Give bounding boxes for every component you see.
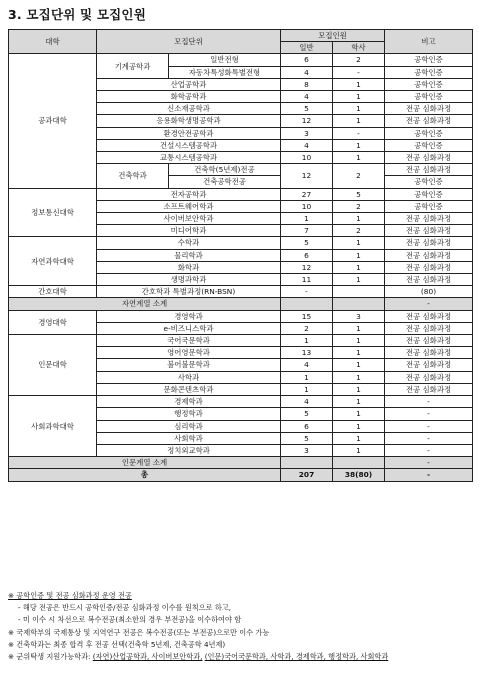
master-count: 1 — [333, 396, 385, 408]
master-count: 1 — [333, 432, 385, 444]
table-header-row — [9, 30, 473, 42]
note-cell: 전공 심화과정 — [385, 152, 473, 164]
track-cell: 건축공학전공 — [169, 176, 281, 188]
master-count — [333, 298, 385, 310]
dept-cell: 간호학과 특별과정(RN-BSN) — [97, 286, 281, 298]
master-count: 2 — [333, 225, 385, 237]
header-note: 비고 — [385, 30, 473, 54]
note-cell: 전공 심화과정 — [385, 383, 473, 395]
header-master: 학사 — [333, 42, 385, 54]
note-military-lead: ※ 군위탁생 지원가능학과: — [8, 652, 91, 662]
master-count: 1 — [333, 213, 385, 225]
master-count — [333, 286, 385, 298]
dept-cell: 물리학과 — [97, 249, 281, 261]
master-count: 1 — [333, 274, 385, 286]
dept-cell: 기계공학과 — [97, 54, 169, 78]
note-cell: 전공 심화과정 — [385, 274, 473, 286]
subtotal-label: 인문계열 소계 — [9, 457, 281, 469]
note-military — [8, 651, 474, 663]
note-certification-detail-2: - 미 이수 시 차선으로 복수전공(최소한의 경우 부전공)을 이수하여야 함 — [18, 615, 242, 625]
master-count: 1 — [333, 115, 385, 127]
bachelor-count: 3 — [281, 127, 333, 139]
bachelor-count: 7 — [281, 225, 333, 237]
track-cell: 건축학(5년제)전공 — [169, 164, 281, 176]
note-cell: 전공 심화과정 — [385, 115, 473, 127]
note-cell: - — [385, 432, 473, 444]
note-cell: - — [385, 457, 473, 469]
master-count: 1 — [333, 383, 385, 395]
header-quota: 모집인원 — [281, 30, 385, 42]
master-count: 1 — [333, 420, 385, 432]
master-count: 1 — [333, 152, 385, 164]
dept-cell: 신소재공학과 — [97, 103, 281, 115]
bachelor-count: 12 — [281, 261, 333, 273]
dept-cell: 건설시스템공학과 — [97, 139, 281, 151]
master-count: 1 — [333, 237, 385, 249]
bachelor-count: 27 — [281, 188, 333, 200]
dept-cell: 문화콘텐츠학과 — [97, 383, 281, 395]
table-row — [9, 396, 473, 408]
subtotal-row — [9, 298, 473, 310]
master-count: 1 — [333, 371, 385, 383]
bachelor-count: - — [281, 286, 333, 298]
total-row — [9, 469, 473, 481]
dept-cell: 사회학과 — [97, 432, 281, 444]
bachelor-count: 5 — [281, 237, 333, 249]
dept-cell: 사학과 — [97, 371, 281, 383]
note-cell: 공학인증 — [385, 139, 473, 151]
track-cell: 일반전형 — [169, 54, 281, 66]
master-count: 1 — [333, 91, 385, 103]
bachelor-count: 8 — [281, 78, 333, 90]
bachelor-count: 4 — [281, 359, 333, 371]
note-cell: - — [385, 298, 473, 310]
college-cell: 간호대학 — [9, 286, 97, 298]
college-cell: 정보통신대학 — [9, 188, 97, 237]
dept-cell: 사이버보안학과 — [97, 213, 281, 225]
bachelor-count: 5 — [281, 103, 333, 115]
bachelor-count: 1 — [281, 213, 333, 225]
master-count: 1 — [333, 103, 385, 115]
note-cell: - — [385, 408, 473, 420]
note-military-science: (자연)산업공학과, 사이버보안학과, — [92, 652, 203, 662]
dept-cell: 환경안전공학과 — [97, 127, 281, 139]
note-cell: 전공 심화과정 — [385, 225, 473, 237]
bachelor-count — [281, 298, 333, 310]
note-cell: 공학인증 — [385, 188, 473, 200]
master-count: 1 — [333, 261, 385, 273]
note-cell: 공학인증 — [385, 54, 473, 66]
bachelor-count: 10 — [281, 152, 333, 164]
dept-cell: 행정학과 — [97, 408, 281, 420]
bachelor-count: 1 — [281, 371, 333, 383]
bachelor-count: 10 — [281, 200, 333, 212]
note-cell: 전공 심화과정 — [385, 310, 473, 322]
dept-cell: 화학과 — [97, 261, 281, 273]
master-count: 1 — [333, 78, 385, 90]
total-label: 총 — [9, 469, 281, 481]
college-cell: 사회과학대학 — [9, 396, 97, 457]
dept-cell: 교통시스템공학과 — [97, 152, 281, 164]
note-certification: ※ 공학인증 및 전공 심화과정 운영 전공 — [8, 591, 132, 600]
master-count: 1 — [333, 139, 385, 151]
master-count: 1 — [333, 359, 385, 371]
dept-cell: 불어불문학과 — [97, 359, 281, 371]
dept-cell: 응용화학생명공학과 — [97, 115, 281, 127]
dept-cell: 미디어학과 — [97, 225, 281, 237]
note-cell: 공학인증 — [385, 91, 473, 103]
bachelor-count: 6 — [281, 249, 333, 261]
note-cell: 전공 심화과정 — [385, 237, 473, 249]
bachelor-count: 1 — [281, 383, 333, 395]
bachelor-count: 3 — [281, 444, 333, 456]
dept-cell: 경영학과 — [97, 310, 281, 322]
note-cell: 전공 심화과정 — [385, 213, 473, 225]
dept-cell: 수학과 — [97, 237, 281, 249]
table-row — [9, 237, 473, 249]
header-college: 대학 — [9, 30, 97, 54]
note-architecture: ※ 건축학과는 최종 합격 후 전공 선택(건축학 5년제, 건축공학 4년제) — [8, 639, 226, 649]
master-count: 1 — [333, 335, 385, 347]
table-row — [9, 335, 473, 347]
master-total: 38(80) — [333, 469, 385, 481]
note-cell: 전공 심화과정 — [385, 261, 473, 273]
master-count: 1 — [333, 249, 385, 261]
table-row — [9, 286, 473, 298]
bachelor-count: 2 — [281, 322, 333, 334]
note-cell: 전공 심화과정 — [385, 359, 473, 371]
bachelor-count: 4 — [281, 396, 333, 408]
dept-cell: 영어영문학과 — [97, 347, 281, 359]
note-cell: 공학인증 — [385, 66, 473, 78]
college-cell: 자연과학대학 — [9, 237, 97, 286]
dept-cell: 화학공학과 — [97, 91, 281, 103]
bachelor-count: 12 — [281, 115, 333, 127]
bachelor-count: 11 — [281, 274, 333, 286]
note-cell: 전공 심화과정 — [385, 164, 473, 176]
note-cell: - — [385, 396, 473, 408]
note-cell: 공학인증 — [385, 176, 473, 188]
bachelor-count: 13 — [281, 347, 333, 359]
dept-cell: 건축학과 — [97, 164, 169, 188]
bachelor-count: 5 — [281, 408, 333, 420]
college-cell: 경영대학 — [9, 310, 97, 334]
note-cell: (80) — [385, 286, 473, 298]
master-count: 1 — [333, 408, 385, 420]
bachelor-count: 4 — [281, 139, 333, 151]
note-military-humanities: (인문)국어국문학과, 사학과, 경제학과, 행정학과, 사회학과 — [204, 652, 389, 662]
master-count: - — [333, 127, 385, 139]
bachelor-count: 5 — [281, 432, 333, 444]
bachelor-count: 15 — [281, 310, 333, 322]
note-international: ※ 국제학부의 국제통상 및 지역연구 전공은 복수전공(또는 부전공)으로만 이수 가능 — [8, 627, 270, 637]
college-cell: 인문대학 — [9, 335, 97, 396]
dept-cell: 경제학과 — [97, 396, 281, 408]
note-cell: 전공 심화과정 — [385, 347, 473, 359]
master-count: 1 — [333, 322, 385, 334]
bachelor-count — [281, 457, 333, 469]
master-count: - — [333, 66, 385, 78]
college-cell: 공과대학 — [9, 54, 97, 188]
master-count — [333, 457, 385, 469]
note-cell: 공학인증 — [385, 200, 473, 212]
header-unit: 모집단위 — [97, 30, 281, 54]
dept-cell: 정치외교학과 — [97, 444, 281, 456]
track-cell: 자동차특성화특별전형 — [169, 66, 281, 78]
master-count: 1 — [333, 444, 385, 456]
table-row — [9, 188, 473, 200]
subtotal-label: 자연계열 소계 — [9, 298, 281, 310]
master-count: 2 — [333, 200, 385, 212]
dept-cell: 산업공학과 — [97, 78, 281, 90]
note-cell: - — [385, 420, 473, 432]
master-count: 2 — [333, 54, 385, 66]
note-certification-detail-1: - 해당 전공은 반드시 공학인증/전공 심화과정 이수를 원칙으로 하고, — [18, 603, 232, 613]
master-count: 2 — [333, 164, 385, 188]
note-cell: 전공 심화과정 — [385, 335, 473, 347]
dept-cell: 생명과학과 — [97, 274, 281, 286]
note-cell: - — [385, 469, 473, 481]
master-count: 5 — [333, 188, 385, 200]
dept-cell: 소프트웨어학과 — [97, 200, 281, 212]
master-count: 3 — [333, 310, 385, 322]
bachelor-count: 12 — [281, 164, 333, 188]
header-bachelor: 일반 — [281, 42, 333, 54]
note-cell: 전공 심화과정 — [385, 249, 473, 261]
bachelor-count: 4 — [281, 66, 333, 78]
master-count: 1 — [333, 347, 385, 359]
bachelor-total: 207 — [281, 469, 333, 481]
bachelor-count: 6 — [281, 420, 333, 432]
note-cell: 공학인증 — [385, 78, 473, 90]
bachelor-count: 6 — [281, 54, 333, 66]
section-title: 3. 모집단위 및 모집인원 — [8, 7, 146, 22]
note-cell: 공학인증 — [385, 127, 473, 139]
dept-cell: 국어국문학과 — [97, 335, 281, 347]
note-cell: 전공 심화과정 — [385, 103, 473, 115]
bachelor-count: 4 — [281, 91, 333, 103]
dept-cell: e-비즈니스학과 — [97, 322, 281, 334]
recruitment-table — [8, 29, 473, 482]
footnotes — [8, 590, 474, 663]
dept-cell: 전자공학과 — [97, 188, 281, 200]
table-row — [9, 310, 473, 322]
note-cell: 전공 심화과정 — [385, 322, 473, 334]
subtotal-row — [9, 457, 473, 469]
note-cell: 전공 심화과정 — [385, 371, 473, 383]
table-row — [9, 54, 473, 66]
dept-cell: 심리학과 — [97, 420, 281, 432]
note-cell: - — [385, 444, 473, 456]
bachelor-count: 1 — [281, 335, 333, 347]
